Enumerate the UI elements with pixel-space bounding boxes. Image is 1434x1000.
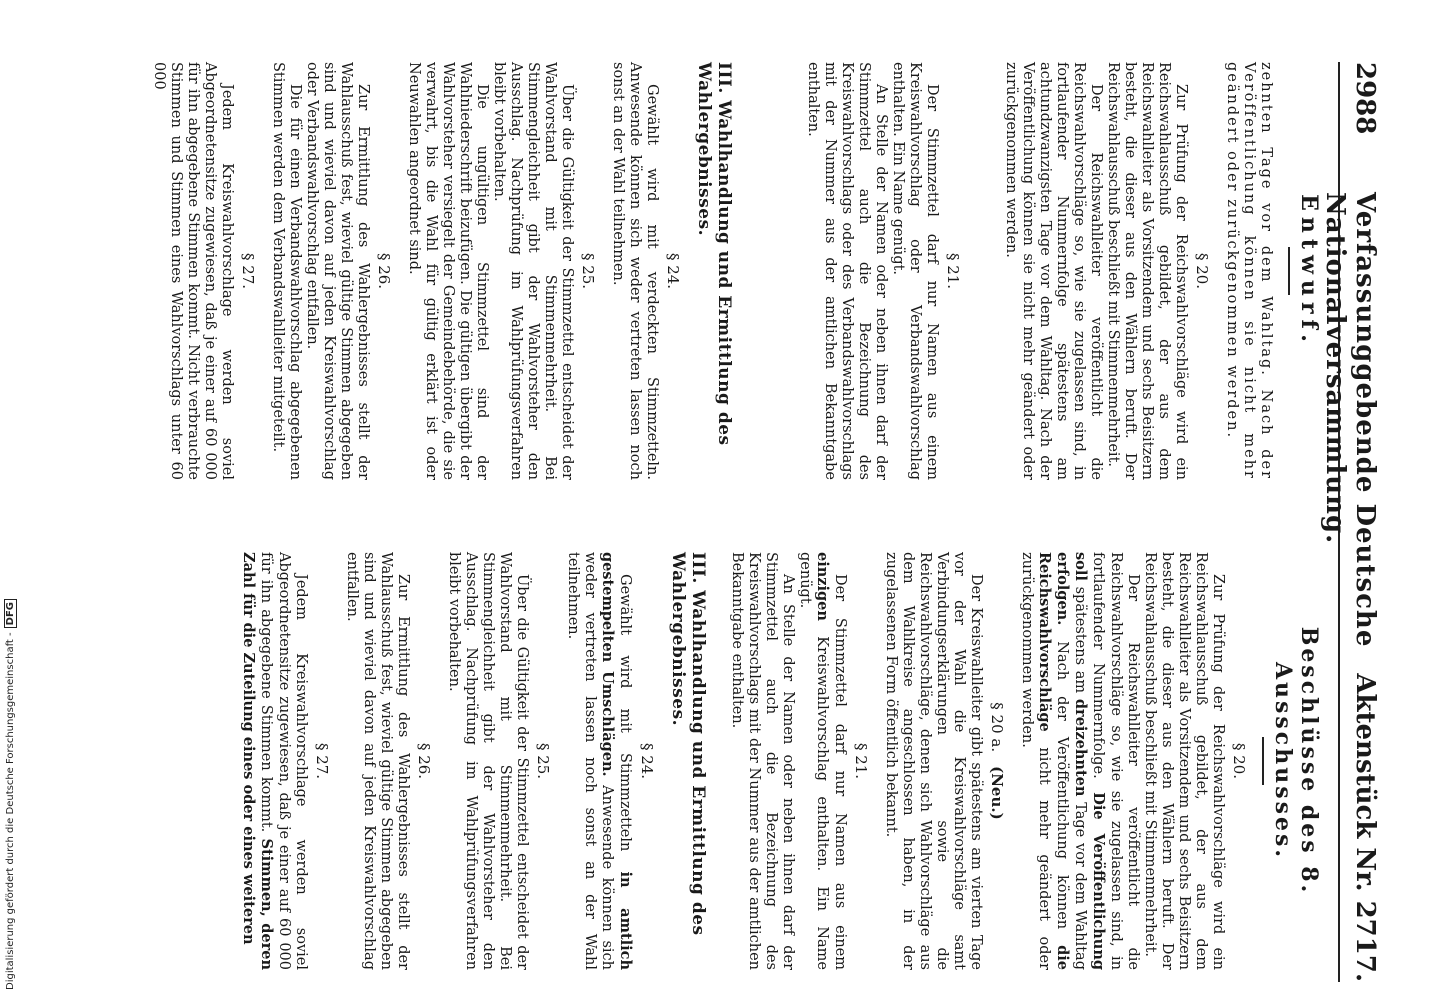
section-heading-21: § 21. [944, 252, 962, 290]
paragraph-25-2: Die ungültigen Stimmzettel sind der Wahlniederschrift beizufügen. Die gültigen übergibt der Wahlvorsteher versiegelt der Gemeindebehörde, die sie verwahrt, bis die Wahl für gültig erklärt ist oder Neuwahlen angeordnet sind. [406, 62, 490, 480]
text-run: Gewählt wird mit Stimmzetteln [617, 574, 633, 852]
chapter-heading-iii: III. Wahlhandlung und Ermittlung des Wahlergebnisses. [694, 62, 734, 446]
column-title-beschluesse: Beschlüsse des 8. Ausschusses. [1270, 626, 1322, 896]
paragraph-21-2: An Stelle der Namen oder neben ihnen darf der Stimmzettel auch die Bezeichnung des Kreiswahlvorschlags oder des Verbandswahlvorschlags mit der Nummer aus der amtlichen Bekanntgabe enthalten. [805, 62, 889, 480]
title-rule [1288, 247, 1290, 295]
section-heading-20a [988, 552, 1006, 970]
paragraph-27-1 [239, 552, 309, 970]
paragraph-20-1: Zur Prüfung der Reichswahlvorschläge wird ein Reichswahlausschuß gebildet, der aus dem Reichswahlleiter als Vorsitzendem und sechs Beisitzern besteht, die dieser aus den Wählern beruft. Der Reichswahlausschuß beschließt mit Stimmenmehrheit. [1142, 552, 1226, 970]
section-heading-27: § 27. [239, 252, 257, 290]
new-marker: (Neu.) [988, 766, 1006, 820]
section-heading-20: § 20. [1193, 252, 1211, 290]
digitization-text: Digitalisierung gefördert durch die Deutsche Forschungsgemeinschaft - [5, 632, 16, 990]
paragraph-25-1: Über die Gültigkeit der Stimmzettel entscheidet der Wahlvorstand mit Stimmenmehrheit. Bei Stimmengleichheit gibt der Wahlvorsteher den Ausschlag. Nachprüfung im Wahlprüfungsverfahren bleibt vorbehalten. [491, 62, 575, 480]
emphasis-text: dreizehnten [1072, 698, 1089, 797]
text-run: Kreiswahlvorschlag enthalten. Ein Name genügt. [797, 552, 830, 970]
page-number: 2988 [1350, 62, 1380, 135]
text-run: Anwesende können sich weder vertreten lassen noch sonst an der Wahl teilnehmen. [565, 552, 615, 970]
digitization-note-line [4, 602, 17, 990]
intro-paragraph: zehnten Tage vor dem Wahltag. Nach der Veröffentlichung können sie nicht mehr geändert oder zurückgenommen werden. [1224, 62, 1274, 480]
paragraph-25-1: Über die Gültigkeit der Stimmzettel entscheidet der Wahlvorstand mit Stimmenmehrheit. Bei Stimmengleichheit gibt der Wahlvorsteher den Ausschlag. Nachprüfung im Wahlprüfungsverfahren bleibt vorbehalten. [446, 552, 530, 970]
paragraph-24-1 [564, 552, 634, 970]
dfg-logo: DFG [4, 599, 17, 628]
section-heading-27: § 27. [313, 742, 331, 780]
page-header [1320, 62, 1384, 982]
chapter-heading-iii: III. Wahlhandlung und Ermittlung des Wahlergebnisses. [668, 552, 708, 936]
paragraph-24-1: Gewählt wird mit verdeckten Stimmzetteln. Anwesende können sich weder vertreten lassen noch sonst an der Wahl teilnehmen. [610, 62, 660, 480]
emphasis-text: in amtlich gestempelten Umschlägen. [599, 552, 634, 970]
text-run: Der Reichswahlleiter veröffentlicht die Reichswahlvorschläge so, wie sie zugelassen sind, in fortlaufender Nummernfolge. [1090, 552, 1141, 970]
paragraph-20-2: Der Reichswahlleiter veröffentlicht die Reichswahlvorschläge so, wie sie zugelassen sind, in fortlaufender Nummernfolge spätestens am achtundzwanzigsten Tage vor dem Wahltag. Nach der Veröffentlichung können sie nicht mehr geändert oder zurückgenommen werden. [1003, 62, 1104, 480]
paragraph-20-2 [1018, 552, 1141, 970]
text-run: Tage vor dem Wahltag [1072, 802, 1088, 970]
paragraph-21-2: An Stelle der Namen oder neben ihnen darf der Stimmzettel auch die Bezeichnung des Kreiswahlvorschlags mit der Nummer aus der amtlichen Bekanntgabe enthalten. [729, 552, 796, 970]
paragraph-21-1 [796, 552, 848, 970]
section-heading-21: § 21. [852, 742, 870, 780]
text-run: nicht mehr geändert oder zurückgenommen werden. [1019, 552, 1052, 971]
section-heading-25: § 25. [579, 252, 597, 290]
paragraph-20-1: Zur Prüfung der Reichswahlvorschläge wird ein Reichswahlausschuß gebildet, der aus dem Reichswahlleiter als Vorsitzendem und sechs Beisitzern besteht, die dieser aus den Wählern beruft. Der Reichswahlausschuß beschließt mit Stimmenmehrheit. [1105, 62, 1189, 480]
section-number: § 20 a. [988, 702, 1006, 753]
title-rule [1262, 737, 1264, 785]
text-run: Jedem Kreiswahlvorschlage werden soviel Abgeordnetensitze zugewiesen, daß je einer auf 60 000 für ihn abgegebene Stimmen kommt. [258, 552, 309, 970]
emphasis-text: die Reichswahlvorschläge [1036, 552, 1071, 971]
digitization-note [4, 602, 18, 990]
emphasis-text: Stimmen, deren Zahl für die Zuteilung eines oder eines weiteren [240, 552, 275, 971]
section-heading-26: § 26. [415, 742, 433, 780]
column-beschluesse [239, 552, 1322, 970]
section-heading-26: § 26. [375, 252, 393, 290]
text-run: spätestens am [1072, 586, 1088, 694]
section-heading-24: § 24. [638, 742, 656, 780]
emphasis-text: einzigen [814, 552, 831, 621]
section-heading-24: § 24. [664, 252, 682, 290]
column-title-entwurf: Entwurf. [1296, 194, 1322, 348]
paragraph-21-1: Der Stimmzettel darf nur Namen aus einem Kreiswahlvorschlag oder Verbandswahlvorschlag enthalten. Ein Name genügt. [890, 62, 940, 480]
section-heading-20: § 20. [1230, 742, 1248, 780]
emphasis-text: erfolgen. [1054, 552, 1071, 626]
aktenstueck-number: Aktenstück Nr. 2717. [1350, 673, 1380, 982]
paragraph-26-2: Die für einen Verbandswahlvorschlag abgegebenen Stimmen werden dem Verbandswahlleiter mitgeteilt. [270, 62, 303, 480]
paragraph-26-1: Zur Ermittlung des Wahlergebnisses stellt der Wahlausschuß fest, wieviel gültige Stimmen abgegeben sind und wieviel davon auf jeden Kreiswahlvorschlag oder Verbandswahlvorschlag entfallen. [304, 62, 371, 480]
paragraph-20a-1: Der Kreiswahlleiter gibt spätestens am vierten Tage vor der Wahl die Kreiswahlvorschläge samt Verbindungserklärungen sowie die Reichswahlvorschläge, denen sich Wahlvorschläge aus dem Wahlkreise angeschlossen haben, in der zugelassenen Form öffentlich bekannt. [883, 552, 984, 970]
running-title: Verfassunggebende Deutsche Nationalversammlung. [1320, 192, 1380, 648]
text-run: Der Stimmzettel darf nur Namen aus einem [832, 574, 848, 970]
column-entwurf [150, 62, 1322, 480]
paragraph-26-1: Zur Ermittlung des Wahlergebnisses stellt der Wahlausschuß fest, wieviel gültige Stimmen abgegeben sind und wieviel davon auf jeden Kreiswahlvorschlag entfallen. [344, 552, 411, 970]
section-heading-25: § 25. [534, 742, 552, 780]
text-run: Nach der Veröffentlichung können [1054, 641, 1070, 930]
emphasis-text: Die Veröffentlichung soll [1072, 552, 1107, 971]
paragraph-27-1: Jedem Kreiswahlvorschlage werden soviel Abgeordnetensitze zugewiesen, daß je einer auf 60 000 für ihn abgegebene Stimmen kommt. Nicht verbrauchte Stimmen und Stimmen eines Wahlvorschlags unter 60 000 [151, 62, 235, 480]
